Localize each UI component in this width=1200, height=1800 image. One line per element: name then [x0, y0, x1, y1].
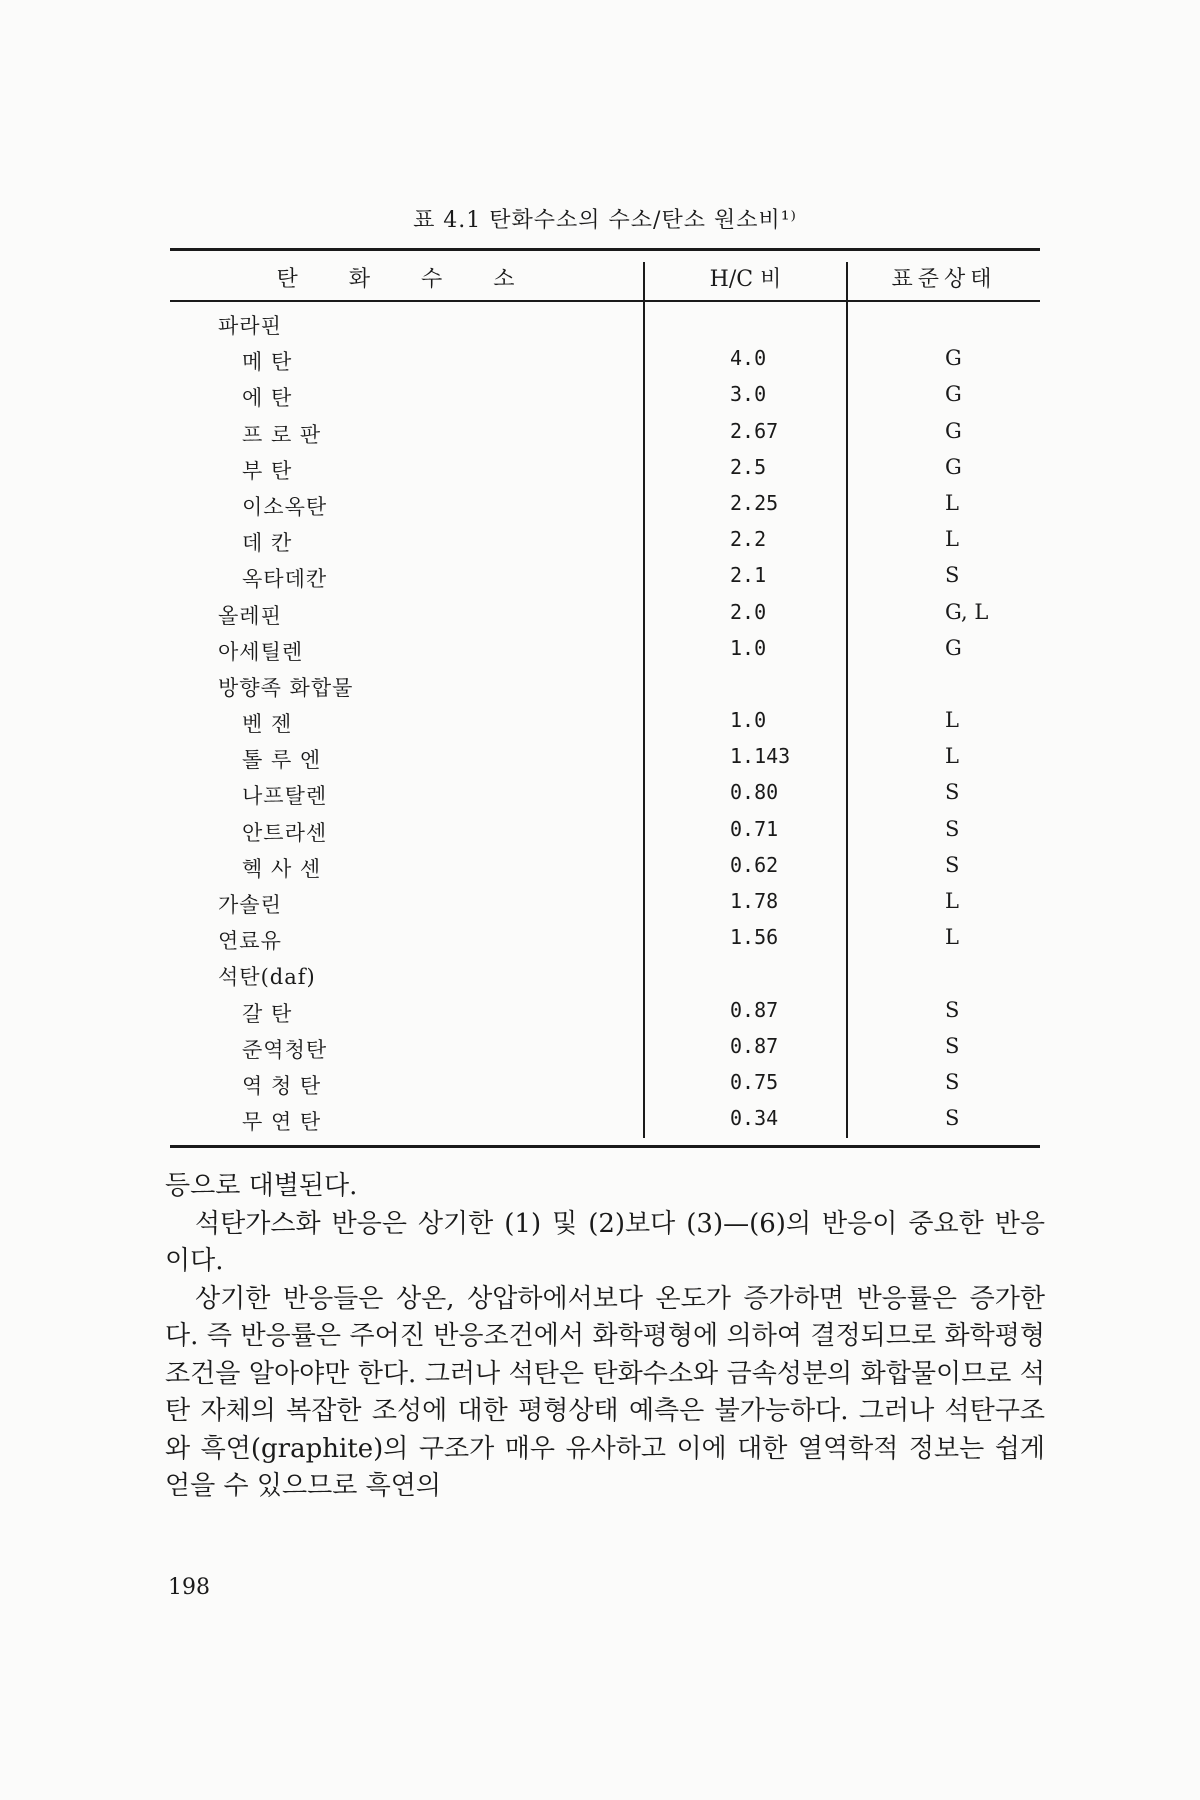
- hc-ratio: 1.0: [730, 635, 767, 660]
- hc-ratio: 2.67: [730, 418, 779, 443]
- hc-ratio: 0.71: [730, 816, 779, 841]
- standard-state: S: [945, 780, 960, 805]
- standard-state: L: [945, 744, 959, 769]
- table-row: [170, 559, 1040, 595]
- hc-ratio: 1.143: [730, 744, 791, 769]
- hc-ratio: 1.0: [730, 708, 767, 733]
- hydrocarbon-name: 벤 젠: [242, 712, 293, 737]
- hydrocarbon-name: 메 탄: [242, 350, 293, 375]
- standard-state: L: [945, 889, 959, 913]
- hc-ratio: 0.87: [730, 1033, 779, 1058]
- hydrocarbon-name: 프 로 판: [242, 422, 322, 447]
- hydrocarbon-name: 갈 탄: [242, 1001, 293, 1026]
- table-row: [170, 1066, 1040, 1102]
- hydrocarbon-name: 안트라센: [242, 820, 328, 845]
- standard-state: G, L: [945, 599, 989, 624]
- standard-state: L: [945, 925, 959, 950]
- table-row: [170, 632, 1040, 668]
- table-row: [170, 704, 1040, 740]
- standard-state: S: [945, 563, 960, 588]
- hc-ratio: 0.75: [730, 1069, 779, 1094]
- table-body: [170, 306, 1040, 1138]
- hydrocarbon-name: 무 연 탄: [242, 1110, 322, 1135]
- standard-state: G: [945, 635, 962, 660]
- table-caption: 표 4.1 탄화수소의 수소/탄소 원소비¹⁾: [413, 208, 797, 233]
- hc-ratio: 0.87: [730, 997, 779, 1022]
- standard-state: S: [945, 1069, 960, 1094]
- table-row: [170, 596, 1040, 632]
- hc-ratio: 2.25: [730, 490, 779, 515]
- table-bottom-rule: [170, 1145, 1040, 1148]
- table-row: [170, 1030, 1040, 1066]
- table-row: [170, 885, 1040, 921]
- standard-state: L: [945, 490, 959, 515]
- standard-state: S: [945, 1033, 960, 1058]
- header-hydrocarbon: 탄 화 수 소: [276, 267, 537, 292]
- hydrocarbon-name: 데 칸: [242, 531, 293, 556]
- hc-ratio: 0.34: [730, 1106, 779, 1131]
- table-top-rule: [170, 248, 1040, 251]
- table-header-rule: [170, 300, 1040, 302]
- hydrocarbon-name: 헥 사 센: [242, 856, 322, 881]
- hc-ratio: 4.0: [730, 346, 767, 371]
- hc-ratio: 2.0: [730, 599, 767, 624]
- hydrocarbon-name: 석탄(daf): [218, 965, 316, 990]
- hydrocarbon-name: 올레핀: [218, 603, 282, 628]
- hydrocarbon-name: 연료유: [218, 929, 282, 954]
- standard-state: S: [945, 1106, 960, 1131]
- hc-ratio: 2.5: [730, 454, 767, 479]
- hydrocarbon-name: 가솔린: [218, 893, 282, 917]
- table-row: [170, 1102, 1040, 1138]
- table-row: [170, 487, 1040, 523]
- paragraph-3: 상기한 반응들은 상온, 상압하에서보다 온도가 증가하면 반응률은 증가한다. 즉 반응률은 주어진 반응조건에서 화학평형에 의하여 결정되므로 화학평형조건을 알아야만 한다. 그러나 석탄은 탄화수소와 금속성분의 화합물이므로 석탄 자체의 복잡한 조성에 대한 평형상태 예측은 불가능하다. 그러나 석탄구조와 흑연(graphite)의 구조가 매우 유사하고 이에 대한 열역학적 정보는 쉽게 얻을 수 있으므로 흑연의: [165, 1283, 1045, 1501]
- standard-state: G: [945, 418, 962, 443]
- hc-ratio: 3.0: [730, 382, 767, 407]
- page-number: 198: [168, 1575, 210, 1600]
- hydrocarbon-name: 역 청 탄: [242, 1073, 322, 1098]
- table-row: [170, 740, 1040, 776]
- table-row: [170, 957, 1040, 993]
- body-text: [165, 1168, 1045, 1506]
- paragraph-1: 등으로 대별된다.: [165, 1171, 358, 1201]
- table-row: [170, 776, 1040, 812]
- table-row: [170, 378, 1040, 414]
- hc-ratio: 0.80: [730, 780, 779, 805]
- hydrocarbon-name: 부 탄: [242, 458, 293, 483]
- table-row: [170, 921, 1040, 957]
- hydrocarbon-name: 준역청탄: [242, 1037, 328, 1062]
- hydrocarbon-name: 톨 루 엔: [242, 748, 322, 773]
- hydrocarbon-name: 에 탄: [242, 386, 293, 411]
- table-row: [170, 994, 1040, 1030]
- hc-ratio: 2.1: [730, 563, 767, 588]
- paragraph-2: 석탄가스화 반응은 상기한 (1) 및 (2)보다 (3)—(6)의 반응이 중요한 반응이다.: [165, 1208, 1045, 1276]
- standard-state: S: [945, 852, 960, 877]
- hydrocarbon-name: 이소옥탄: [242, 494, 328, 519]
- standard-state: G: [945, 382, 962, 407]
- hydrocarbon-name: 파라핀: [218, 314, 282, 338]
- hydrocarbon-name: 방향족 화합물: [218, 675, 354, 700]
- table-row: [170, 306, 1040, 342]
- hydrocarbon-name: 옥타데칸: [242, 567, 328, 592]
- table-row: [170, 342, 1040, 378]
- table-row: [170, 668, 1040, 704]
- hc-ratio: 1.78: [730, 889, 779, 913]
- standard-state: G: [945, 454, 962, 479]
- hc-ratio: 0.62: [730, 852, 779, 877]
- standard-state: S: [945, 997, 960, 1022]
- standard-state: L: [945, 708, 959, 733]
- standard-state: S: [945, 816, 960, 841]
- hydrocarbon-name: 나프탈렌: [242, 784, 328, 809]
- table-row: [170, 451, 1040, 487]
- standard-state: G: [945, 346, 962, 371]
- table-row: [170, 415, 1040, 451]
- table-row: [170, 813, 1040, 849]
- table-row: [170, 523, 1040, 559]
- header-hc-ratio: H/C 비: [709, 267, 782, 292]
- header-standard-state: 표준상태: [891, 267, 997, 292]
- standard-state: L: [945, 527, 959, 552]
- table-row: [170, 849, 1040, 885]
- hydrocarbon-name: 아세틸렌: [218, 639, 304, 664]
- hc-ratio: 1.56: [730, 925, 779, 950]
- hc-ratio: 2.2: [730, 527, 767, 552]
